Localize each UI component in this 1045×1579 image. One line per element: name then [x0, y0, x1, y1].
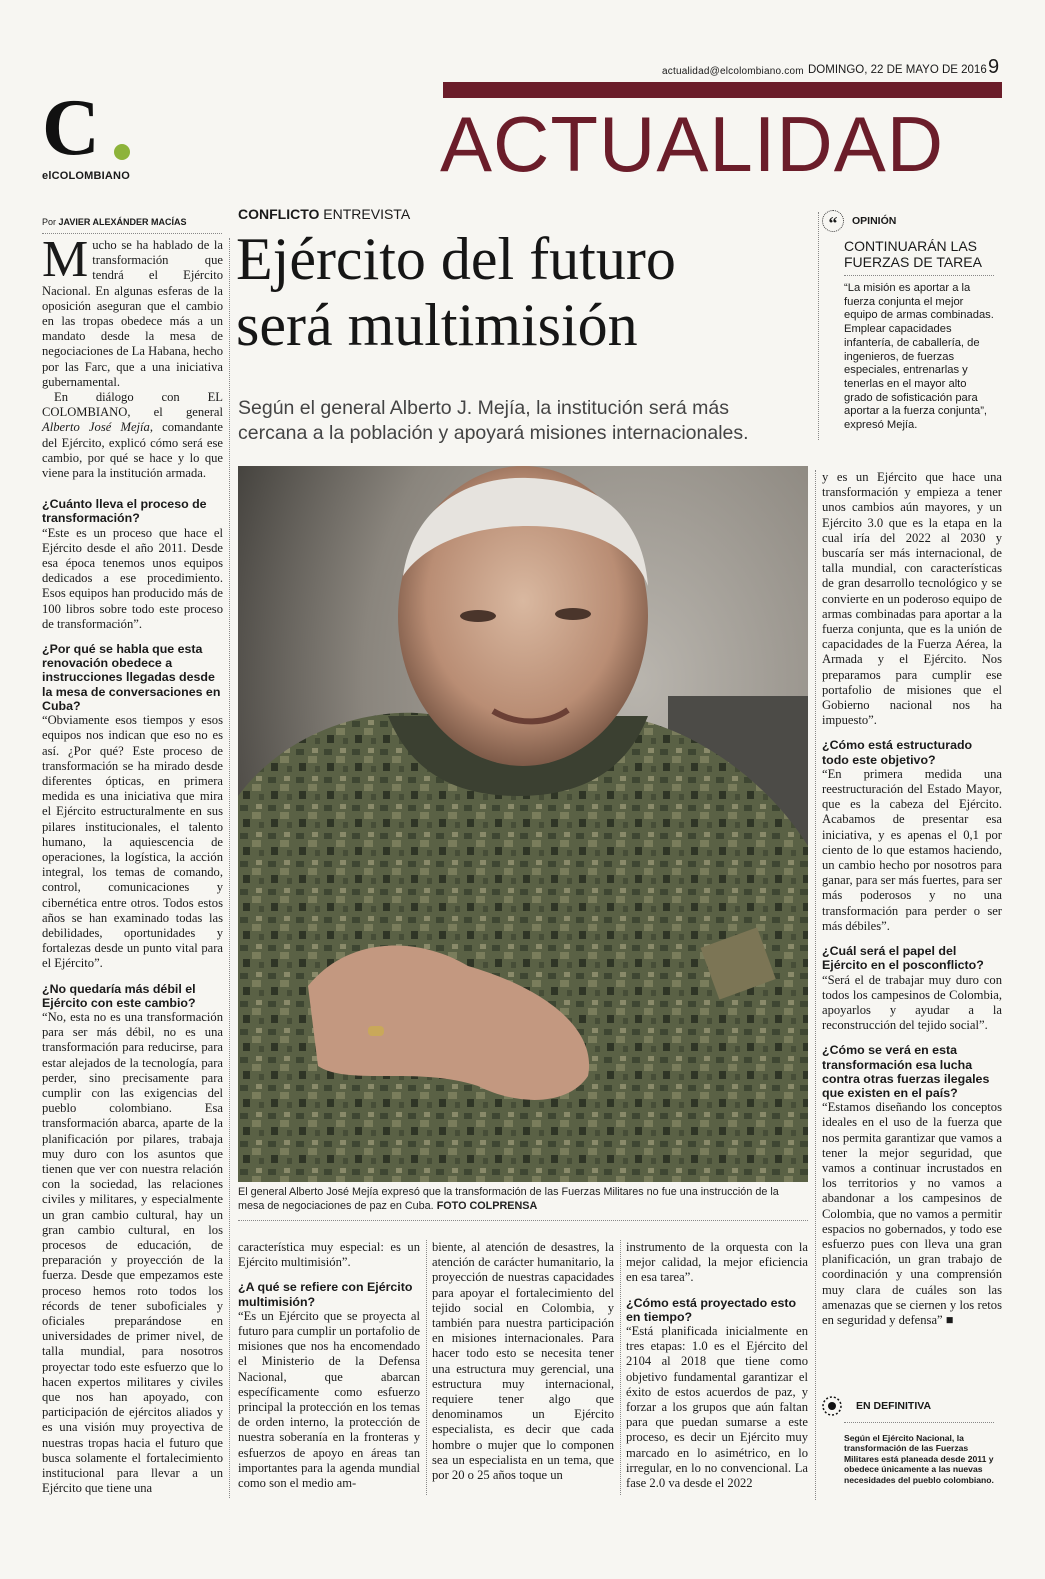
opinion-title-line-1: CONTINUARÁN LAS [844, 238, 978, 254]
question-8: ¿Cómo se verá en esta transformación esa lucha contra otras fuerzas ilegales que existen en el país? [822, 1043, 990, 1100]
photo-credit: FOTO COLPRENSA [436, 1199, 538, 1212]
opinion-divider [818, 212, 819, 440]
logo-brand: elCOLOMBIANO [42, 170, 130, 182]
opinion-title [844, 238, 997, 270]
kicker-bold: CONFLICTO [238, 206, 320, 222]
title-line-2: será multimisión [236, 292, 638, 358]
byline-author: JAVIER ALEXÁNDER MACÍAS [58, 217, 187, 227]
opinion-label: OPINIÓN [852, 215, 897, 227]
question-3: ¿No quedaría más débil el Ejército con este cambio? [42, 981, 196, 1010]
question-1: ¿Cuánto lleva el proceso de transformación? [42, 497, 207, 526]
definitiva-text: Según el Ejército Nacional, la transformación de las Fuerzas Militares está planeada desde 2011 y obedece únicamente a las nuevas necesidades del pueblo colombiano. [844, 1433, 994, 1485]
question-7: ¿Cuál será el papel del Ejército en el posconflicto? [822, 944, 984, 973]
title-line-1: Ejército del futuro [236, 226, 676, 292]
answer-7: “Será el de trabajar muy duro con todos los campesinos de Colombia, apoyarlos y ayudar a la reconstrucción del tejido social”. [822, 972, 1002, 1033]
column-divider-5 [815, 470, 816, 1500]
caption-rule [238, 1220, 808, 1221]
answer-4-end: instrumento de la orquesta con la mejor calidad, la mejor eficiencia en esa tarea”. [626, 1240, 808, 1285]
header-email: actualidad@elcolombiano.com [662, 66, 804, 77]
answer-5-continued: y es un Ejército que hace una transformación y empieza a tener unos cambios aún mayores, y un Ejército 3.0 que es la etapa en la cual iría del 2022 al 2030 y buscaría ser más internacional, de talla mundial, con características de gran desarrollo tecnológico y se convierte en un poderoso equipo de armas combinadas para aportar a la fuerza conjunta, que es la unión de capacidades de la Fuerza Aérea, la Armada y el Ejército. Nos preparamos para cumplir ese portafolio de misiones que el Gobierno nacional nos ha impuesto”. [822, 470, 1002, 728]
column-4 [626, 1240, 808, 1491]
column-3 [432, 1240, 614, 1483]
intro-p2-a: En diálogo con EL COLOMBIANO, el general [42, 390, 223, 420]
column-2 [238, 1240, 420, 1491]
opinion-rule [844, 275, 994, 276]
article-kicker [238, 206, 410, 222]
answer-3: “No, esta no es una transformación para ser más débil, no es una transformación para reducirse, para estar alejados de la tecnología, para perder, sino precisamente para cumplir con las exigencias del pueblo colombiano. Esa transformación abarca, aparte de la planificación por pilares, trabaja muy duro con los asuntos que tienen que ver con nuestra relación con la sociedad, las relaciones civiles y militares, y especialmente un gran cambio cultural, hay un gran cambio cultural, en los procesos de educación, de preparación y proyección de la fuerza. Desde que empezamos este proceso hemos roto todos los récords de tener suboficiales y oficiales preparándose en universidades de primer nivel, de talla mundial, para nosotros proyectar todo este esfuerzo que lo hacen expertos militares y civiles que nos han apoyado, con participación de ejércitos aliados y es una visión muy proyectiva de nuestras tropas hacia el futuro que busca solamente el fortalecimiento institucional para llevar a un Ejército que tiene una [42, 1009, 223, 1496]
quote-icon [822, 210, 844, 232]
end-mark: ■ [945, 1312, 954, 1327]
quote-mark: “ [828, 213, 838, 233]
kicker-rest: ENTREVISTA [323, 206, 411, 222]
answer-5: “Está planificada inicialmente en tres etapas: 1.0 es el Ejército del 2104 al 2018 que tiene como objetivo fundamental garantizar el éxito de estos acuerdos de paz, y forzar a los grupos que aún faltan para que puedan sumarse a este proceso, es decir un Ejército muy marcado en lo asimétrico, en lo irregular, en lo no convencional. La fase 2.0 va desde el 2022 [626, 1324, 808, 1491]
byline-prefix: Por [42, 217, 57, 227]
answer-4-continued: biente, al atención de desastres, la atención de carácter humanitario, la proyección de nuestras capacidades para apoyar el fortalecimiento del tejido social en Colombia, y también para nuestra participación en misiones internacionales. Para hacer todo esto se necesita tener una estructura muy gerencial, una estructura muy internacional, requiere tener algo que denominamos un Ejército especialista, es decir que cada hombre o mujer que lo componen sea un especialista en un tema, que por 20 o 25 años toque un [432, 1240, 614, 1483]
question-2: ¿Por qué se habla que esta renovación obedece a instrucciones llegadas desde la mesa de conversaciones en Cuba? [42, 642, 221, 713]
intro-p1: ucho se ha hablado de la transformación que tendrá el Ejército Nacional. En algunas esferas de la oposición aseguran que el cambio en las tropas obedece más a un mandato desde la mesa de negociaciones de La Habana, hecho por las Farc, que a una iniciativa gubernamental. [42, 238, 223, 389]
logo [42, 84, 152, 188]
question-4: ¿A qué se refiere con Ejército multimisión? [238, 1280, 413, 1309]
answer-3-continued: característica muy especial: es un Ejército multimisión”. [238, 1240, 420, 1270]
photo-caption [238, 1186, 808, 1213]
column-divider-1 [229, 238, 230, 1498]
article-photo [238, 466, 808, 1182]
intro-p2-name: Alberto José Mejía [42, 420, 150, 435]
logo-dot-icon [114, 144, 130, 160]
definitiva-box [822, 1396, 1002, 1485]
byline [42, 217, 187, 227]
page-number: 9 [988, 56, 1000, 78]
subtitle-line-1: Según el general Alberto J. Mejía, la institución será más [238, 397, 730, 419]
article-title [236, 226, 676, 358]
opinion-text: “La misión es aportar a la fuerza conjunta el mejor equipo de armas combinadas. Emplear capacidades infantería, de caballería, de ingenieros, de fuerzas especiales, entrenarlas y tenerlas en el mayor alto grado de sofisticación para aportar a la fuerza conjunta”, expresó Mejía. [844, 282, 994, 432]
intro-paragraph [42, 231, 223, 390]
answer-1: “Este es un proceso que hace el Ejército desde el año 2011. Desde esa época tenemos unos equipos dedicados a ese procedimiento. Esos equipos han producido más de 100 libros sobre todo este proceso de transformación”. [42, 525, 223, 631]
header-date: DOMINGO, 22 DE MAYO DE 2016 [808, 64, 987, 76]
article-subtitle [238, 396, 749, 446]
photo-caption-text: El general Alberto José Mejía expresó que la transformación de las Fuerzas Militares no fue una instrucción de la mesa de negociaciones de paz en Cuba. [238, 1186, 779, 1212]
intro-p2-b: , comandante del Ejército, explicó cómo será ese cambio, por qué se hace y lo que viene para la institución armada. [42, 420, 224, 481]
intro-paragraph-2 [42, 390, 223, 481]
general-portrait-image [238, 466, 808, 1182]
opinion-title-line-2: FUERZAS DE TAREA [844, 254, 982, 270]
answer-6: “En primera medida una reestructuración del Estado Mayor, que es la cabeza del Ejército. Acabamos de presentar esa iniciativa, y es apenas el 0,1 por ciento de lo que estamos haciendo, un cambio hecho por nosotros para ganar, para ser más fuertes, para ser más poderosos y no una transformación para perder o ser más débiles”. [822, 766, 1002, 933]
section-bar [443, 82, 1002, 98]
question-5: ¿Cómo está proyectado esto en tiempo? [626, 1295, 797, 1324]
dropcap: M [42, 231, 89, 288]
opinion-box [822, 210, 997, 433]
column-1 [42, 231, 224, 1496]
answer-2: “Obviamente esos tiempos y esos equipos nos indican que eso no es así. ¿Por qué? Este proceso de transformación se ha mirado desde diferentes ópticas, en primera medida es una iniciativa que mira el Ejército estructuralmente en sus pilares institucionales, el talento humano, la aquiescencia de operaciones, la logística, la acción integral, los temas de comando, control, comunicaciones y cibernética entre otros. Todos estos años se han examinado todas las debilidades, oportunidades y fortalezas desde un punto vital para el Ejército”. [42, 713, 223, 971]
definitiva-label: EN DEFINITIVA [856, 1400, 932, 1412]
section-title: ACTUALIDAD [440, 100, 945, 188]
answer-8-text: “Estamos diseñando los conceptos ideales en el uso de la fuerza que nos permita garantizar que vamos a tener la mejor seguridad, que vamos a continuar incrustados en los territorios y no vamos a abandonar a los campesinos de Colombia, que no vamos a permitir espacios no gobernados, y todo ese esfuerzo pues con lleva una gran planificación, un gran trabajo de coordinación y una comprensión muy clara de cuáles son las amenazas que se ciernen y los retos en seguridad y defensa” [822, 1100, 1002, 1327]
column-divider-2 [426, 1240, 427, 1495]
answer-4: “Es un Ejército que se proyecta al futuro para cumplir un portafolio de misiones que nos ha encomendado el Ministerio de la Defensa Nacional, que abarcan específicamente como esfuerzo principal la protección en los temas de orden interno, la protección de nuestra soberanía en la fronteras y esfuerzos de apoyo en áreas tan importantes para la agenda mundial como son el medio am- [238, 1308, 420, 1491]
answer-8 [822, 1100, 1002, 1328]
definitiva-icon [822, 1396, 842, 1416]
column-5 [822, 470, 1002, 1328]
definitiva-rule [844, 1422, 994, 1423]
logo-letter: C [42, 84, 100, 172]
subtitle-line-2: cercana a la población y apoyará misiones internacionales. [238, 422, 749, 444]
column-divider-3 [620, 1240, 621, 1495]
question-6: ¿Cómo está estructurado todo este objetivo? [822, 738, 973, 767]
